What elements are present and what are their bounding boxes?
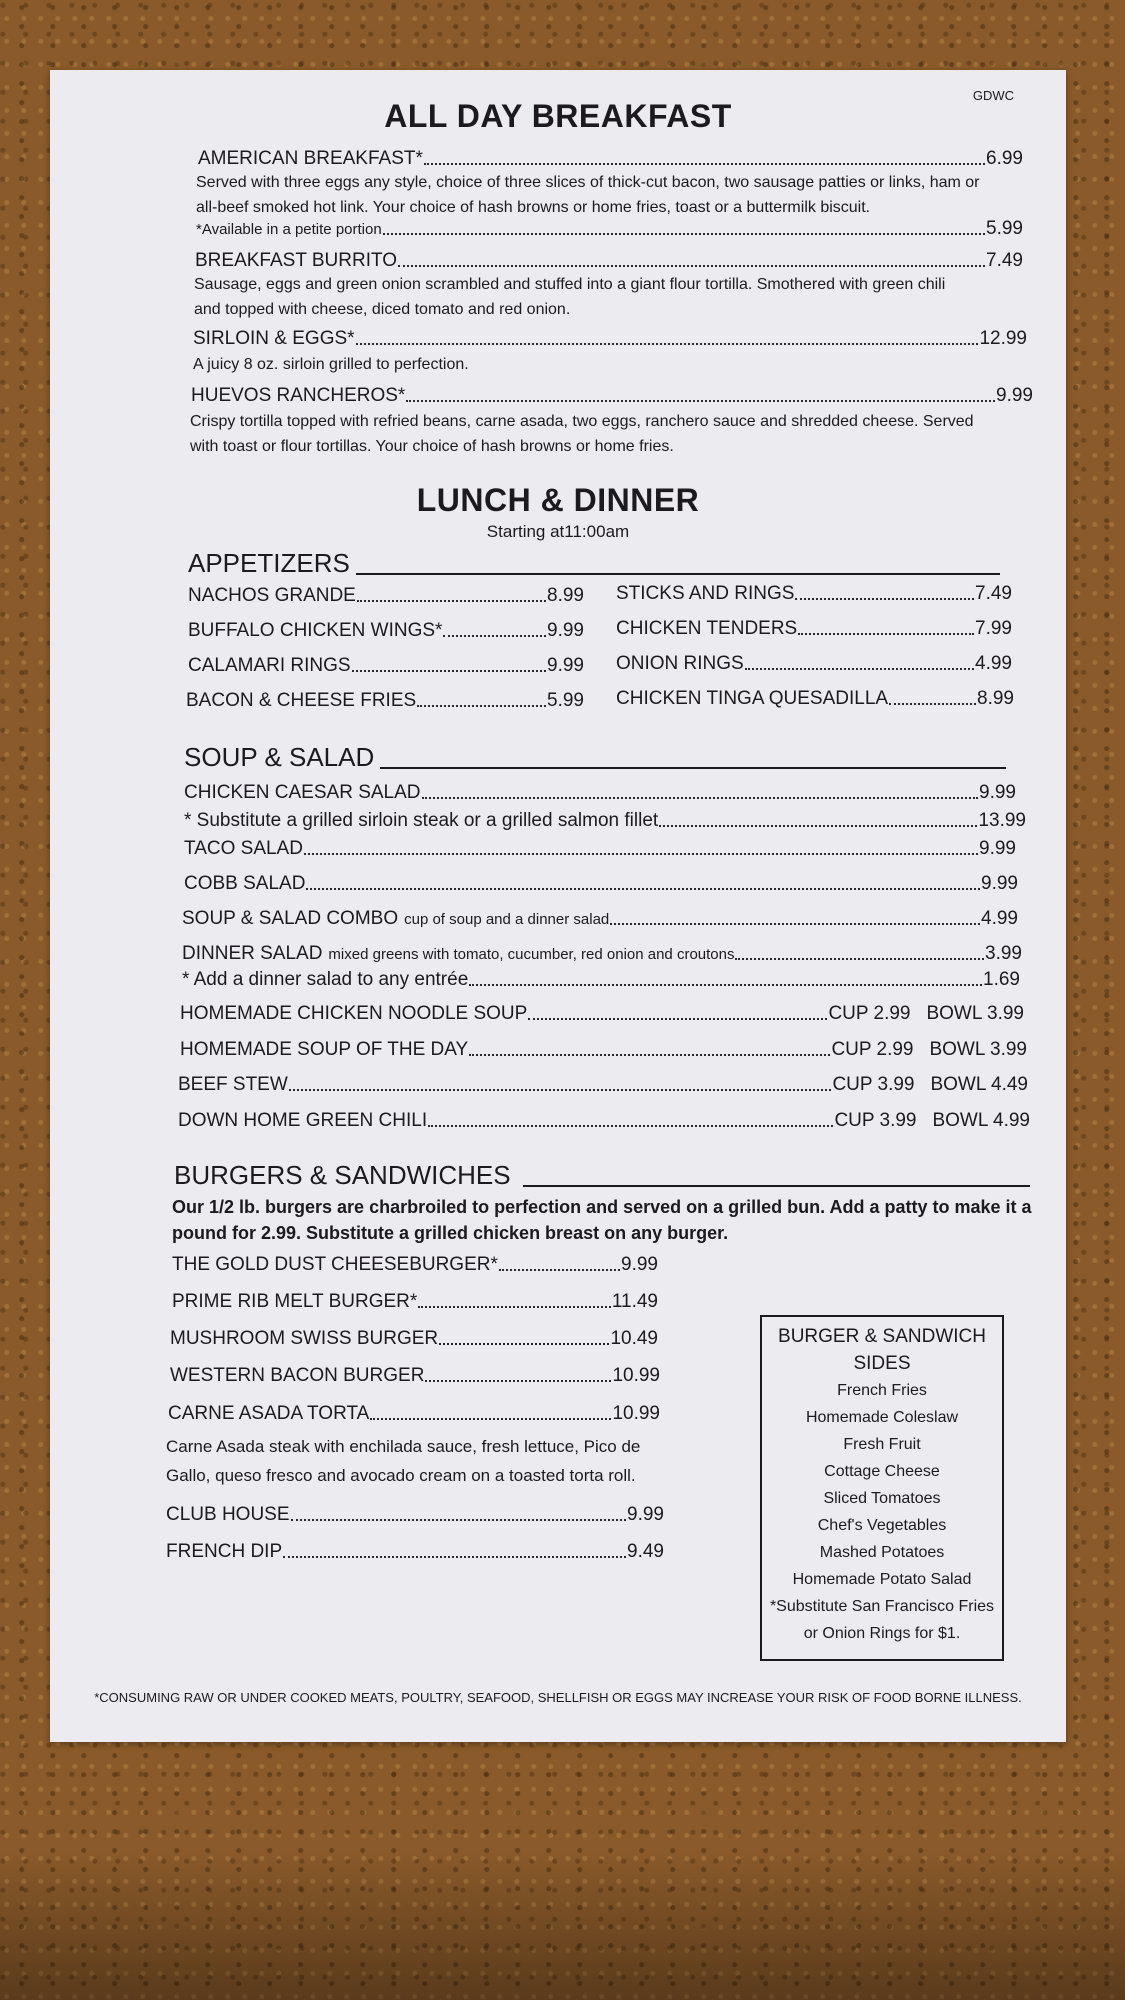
menu-item: [170, 1328, 658, 1350]
item-name: DINNER SALAD: [182, 943, 323, 964]
item-price: 5.99: [986, 218, 1023, 239]
item-description: Crispy tortilla topped with refried beans, carne asada, two eggs, ranchero sauce and shredded cheese. Served with toast or flour tortillas. Your choice of hash browns or home fries.: [190, 413, 974, 455]
leader-dots: [383, 233, 985, 235]
item-price: 10.49: [610, 1328, 658, 1349]
item-name: CHICKEN TENDERS: [616, 618, 798, 639]
item-description: A juicy 8 oz. sirloin grilled to perfection.: [193, 356, 469, 373]
menu-item: [172, 1291, 658, 1313]
item-price: 4.99: [981, 908, 1018, 929]
menu-item: [196, 218, 1023, 240]
appetizers-heading: [188, 548, 1000, 579]
item-name: MUSHROOM SWISS BURGER: [170, 1328, 439, 1349]
leader-dots: [439, 1343, 609, 1345]
sides-box: [760, 1315, 1004, 1661]
item-name: THE GOLD DUST CHEESEBURGER*: [172, 1254, 498, 1275]
item-price: 1.69: [983, 969, 1020, 990]
item-name: HOMEMADE SOUP OF THE DAY: [180, 1039, 469, 1060]
leader-dots: [424, 163, 985, 165]
sides-title: [762, 1323, 1002, 1377]
menu-item: [184, 873, 1018, 895]
item-price: 9.99: [627, 1504, 664, 1525]
item-name: * Add a dinner salad to any entrée: [182, 969, 469, 990]
soup-item: [178, 1110, 1030, 1132]
item-price: 9.49: [627, 1541, 664, 1562]
item-note: mixed greens with tomato, cucumber, red onion and croutons: [328, 946, 735, 963]
item-price: 4.99: [975, 653, 1012, 674]
bowl-price: BOWL 4.49: [930, 1074, 1028, 1095]
leader-dots: [798, 633, 974, 635]
menu-item: [184, 810, 1026, 832]
side-item: Chef's Vegetables: [817, 1517, 947, 1534]
item-name: BEEF STEW: [178, 1074, 288, 1095]
leader-dots: [499, 1269, 620, 1271]
leader-dots: [443, 635, 546, 637]
soup-salad-title: SOUP & SALAD: [184, 742, 375, 772]
item-price: 9.99: [621, 1254, 658, 1275]
leader-dots: [469, 984, 982, 986]
item-name: CHICKEN CAESAR SALAD: [184, 782, 421, 803]
item-price: 9.99: [547, 655, 584, 676]
menu-item: [191, 385, 1033, 407]
appetizers-title: APPETIZERS: [188, 548, 350, 578]
leader-dots: [418, 1306, 611, 1308]
item-price: 6.99: [986, 148, 1023, 169]
leader-dots: [357, 600, 546, 602]
menu-item: [195, 250, 1023, 272]
menu-item: [188, 585, 584, 607]
menu-item: [172, 1254, 658, 1276]
item-price: 8.99: [977, 688, 1014, 709]
soup-salad-heading: [184, 742, 1006, 773]
bowl-price: BOWL 3.99: [929, 1039, 1027, 1060]
item-name: SOUP & SALAD COMBO: [182, 908, 399, 929]
item-name: BACON & CHEESE FRIES: [186, 690, 417, 711]
item-name: BUFFALO CHICKEN WINGS*: [188, 620, 443, 641]
leader-dots: [370, 1418, 611, 1420]
leader-dots: [304, 853, 978, 855]
item-price: 8.99: [547, 585, 584, 606]
side-item: Homemade Coleslaw: [805, 1409, 959, 1426]
menu-item: [193, 328, 1027, 350]
item-name: CARNE ASADA TORTA: [168, 1403, 370, 1424]
item-note: cup of soup and a dinner salad: [404, 911, 610, 928]
leader-dots: [306, 888, 980, 890]
menu-item: [616, 618, 1012, 640]
item-price: 9.99: [996, 385, 1033, 406]
item-name: FRENCH DIP: [166, 1541, 283, 1562]
menu-item: [198, 148, 1023, 170]
leader-dots: [422, 797, 979, 799]
soup-item: [180, 1039, 1027, 1061]
menu-item: [182, 943, 1022, 965]
item-name: CALAMARI RINGS: [188, 655, 351, 676]
side-item: *Substitute San Francisco Fries: [769, 1598, 995, 1615]
heading-rule: [380, 767, 1006, 769]
item-name: HUEVOS RANCHEROS*: [191, 385, 406, 406]
item-price: 10.99: [612, 1365, 660, 1386]
item-name: TACO SALAD: [184, 838, 303, 859]
item-name: COBB SALAD: [184, 873, 306, 894]
item-name: CLUB HOUSE: [166, 1504, 290, 1525]
sides-title-line: BURGER & SANDWICH: [778, 1326, 986, 1347]
item-price: 7.99: [975, 618, 1012, 639]
item-price: 5.99: [547, 690, 584, 711]
item-price: 12.99: [979, 328, 1027, 349]
breakfast-title: ALL DAY BREAKFAST: [384, 98, 732, 134]
menu-item: [616, 583, 1012, 605]
leader-dots: [795, 598, 974, 600]
lunch-dinner-title: LUNCH & DINNER: [416, 482, 700, 518]
item-name: BREAKFAST BURRITO: [195, 250, 398, 271]
soup-item: [180, 1003, 1024, 1025]
leader-dots: [352, 670, 546, 672]
leader-dots: [528, 1018, 827, 1020]
leader-dots: [889, 703, 976, 705]
item-name: HOMEMADE CHICKEN NOODLE SOUP: [180, 1003, 528, 1024]
leader-dots: [428, 1125, 833, 1127]
menu-item: [616, 688, 1014, 710]
item-name: SIRLOIN & EGGS*: [193, 328, 355, 349]
menu-item: [168, 1403, 660, 1425]
item-name: AMERICAN BREAKFAST*: [198, 148, 423, 169]
item-description: Carne Asada steak with enchilada sauce, fresh lettuce, Pico de Gallo, queso fresco and avocado cream on a toasted torta roll.: [166, 1437, 641, 1485]
side-item: Cottage Cheese: [824, 1463, 940, 1480]
item-name: PRIME RIB MELT BURGER*: [172, 1291, 418, 1312]
menu-item: [170, 1365, 660, 1387]
item-price: 13.99: [978, 810, 1026, 831]
leader-dots: [417, 705, 546, 707]
leader-dots: [735, 958, 984, 960]
bowl-price: BOWL 3.99: [926, 1003, 1024, 1024]
menu-item: [188, 655, 584, 677]
item-name: WESTERN BACON BURGER: [170, 1365, 425, 1386]
item-price: 9.99: [979, 782, 1016, 803]
item-price: 3.99: [985, 943, 1022, 964]
item-name: DOWN HOME GREEN CHILI: [178, 1110, 428, 1131]
heading-rule: [523, 1185, 1030, 1187]
leader-dots: [398, 265, 985, 267]
burgers-title: BURGERS & SANDWICHES: [174, 1160, 511, 1190]
leader-dots: [291, 1519, 626, 1521]
item-price: 9.99: [979, 838, 1016, 859]
menu-item: [186, 690, 584, 712]
item-name: STICKS AND RINGS: [616, 583, 795, 604]
item-name: * Substitute a grilled sirloin steak or a grilled salmon fillet: [184, 810, 659, 831]
leader-dots: [610, 923, 980, 925]
menu-sheet: [50, 70, 1066, 1742]
item-price: 10.99: [612, 1403, 660, 1424]
item-price: 11.49: [611, 1291, 658, 1312]
menu-item: [182, 908, 1018, 930]
side-item: or Onion Rings for $1.: [803, 1625, 961, 1642]
leader-dots: [425, 1380, 611, 1382]
leader-dots: [356, 343, 979, 345]
item-name: ONION RINGS: [616, 653, 744, 674]
menu-item: [184, 838, 1016, 860]
cup-price: CUP 3.99: [832, 1074, 915, 1095]
burgers-heading: [174, 1160, 1030, 1191]
corner-code: GDWC: [972, 88, 1014, 103]
item-name: NACHOS GRANDE: [188, 585, 356, 606]
leader-dots: [283, 1556, 626, 1558]
item-price: 9.99: [981, 873, 1018, 894]
side-item: Homemade Potato Salad: [792, 1571, 972, 1588]
soup-item: [178, 1074, 1028, 1096]
leader-dots: [659, 825, 977, 827]
item-name: CHICKEN TINGA QUESADILLA: [616, 688, 889, 709]
menu-item: [166, 1504, 664, 1526]
leader-dots: [406, 400, 995, 402]
heading-rule: [356, 573, 1000, 575]
leader-dots: [745, 668, 974, 670]
side-item: French Fries: [837, 1382, 927, 1399]
food-safety-disclaimer: *CONSUMING RAW OR UNDER COOKED MEATS, POULTRY, SEAFOOD, SHELLFISH OR EGGS MAY INCREASE YOUR RISK OF FOOD BORNE ILLNESS.: [94, 1690, 1022, 1705]
lunch-start-time: Starting at11:00am: [486, 522, 630, 541]
countertop-shadow: [0, 1850, 1125, 2000]
item-price: 7.49: [975, 583, 1012, 604]
menu-item: [616, 653, 1012, 675]
leader-dots: [289, 1089, 832, 1091]
side-item: Sliced Tomatoes: [823, 1490, 941, 1507]
menu-item: [182, 969, 1020, 991]
item-name: *Available in a petite portion: [196, 221, 382, 238]
item-price: 7.49: [986, 250, 1023, 271]
item-price: 9.99: [547, 620, 584, 641]
side-item: Mashed Potatoes: [819, 1544, 945, 1561]
side-item: Fresh Fruit: [843, 1436, 921, 1453]
menu-item: [188, 620, 584, 642]
sides-title-line: SIDES: [853, 1353, 911, 1374]
cup-price: CUP 3.99: [834, 1110, 917, 1131]
menu-item: [166, 1541, 664, 1563]
bowl-price: BOWL 4.99: [932, 1110, 1030, 1131]
burgers-intro: Our 1/2 lb. burgers are charbroiled to perfection and served on a grilled bun. Add a patty to make it a pound for 2.99. Substitute a grilled chicken breast on any burger.: [172, 1197, 1032, 1243]
cup-price: CUP 2.99: [831, 1039, 914, 1060]
leader-dots: [469, 1054, 830, 1056]
item-description: Served with three eggs any style, choice of three slices of thick-cut bacon, two sausage patties or links, ham or all-beef smoked hot link. Your choice of hash browns or home fries, toast or a buttermilk biscuit.: [196, 174, 980, 216]
menu-item: [184, 782, 1016, 804]
item-description: Sausage, eggs and green onion scrambled and stuffed into a giant flour tortilla. Smothered with green chili and topped with cheese, diced tomato and red onion.: [194, 276, 946, 318]
cup-price: CUP 2.99: [828, 1003, 911, 1024]
